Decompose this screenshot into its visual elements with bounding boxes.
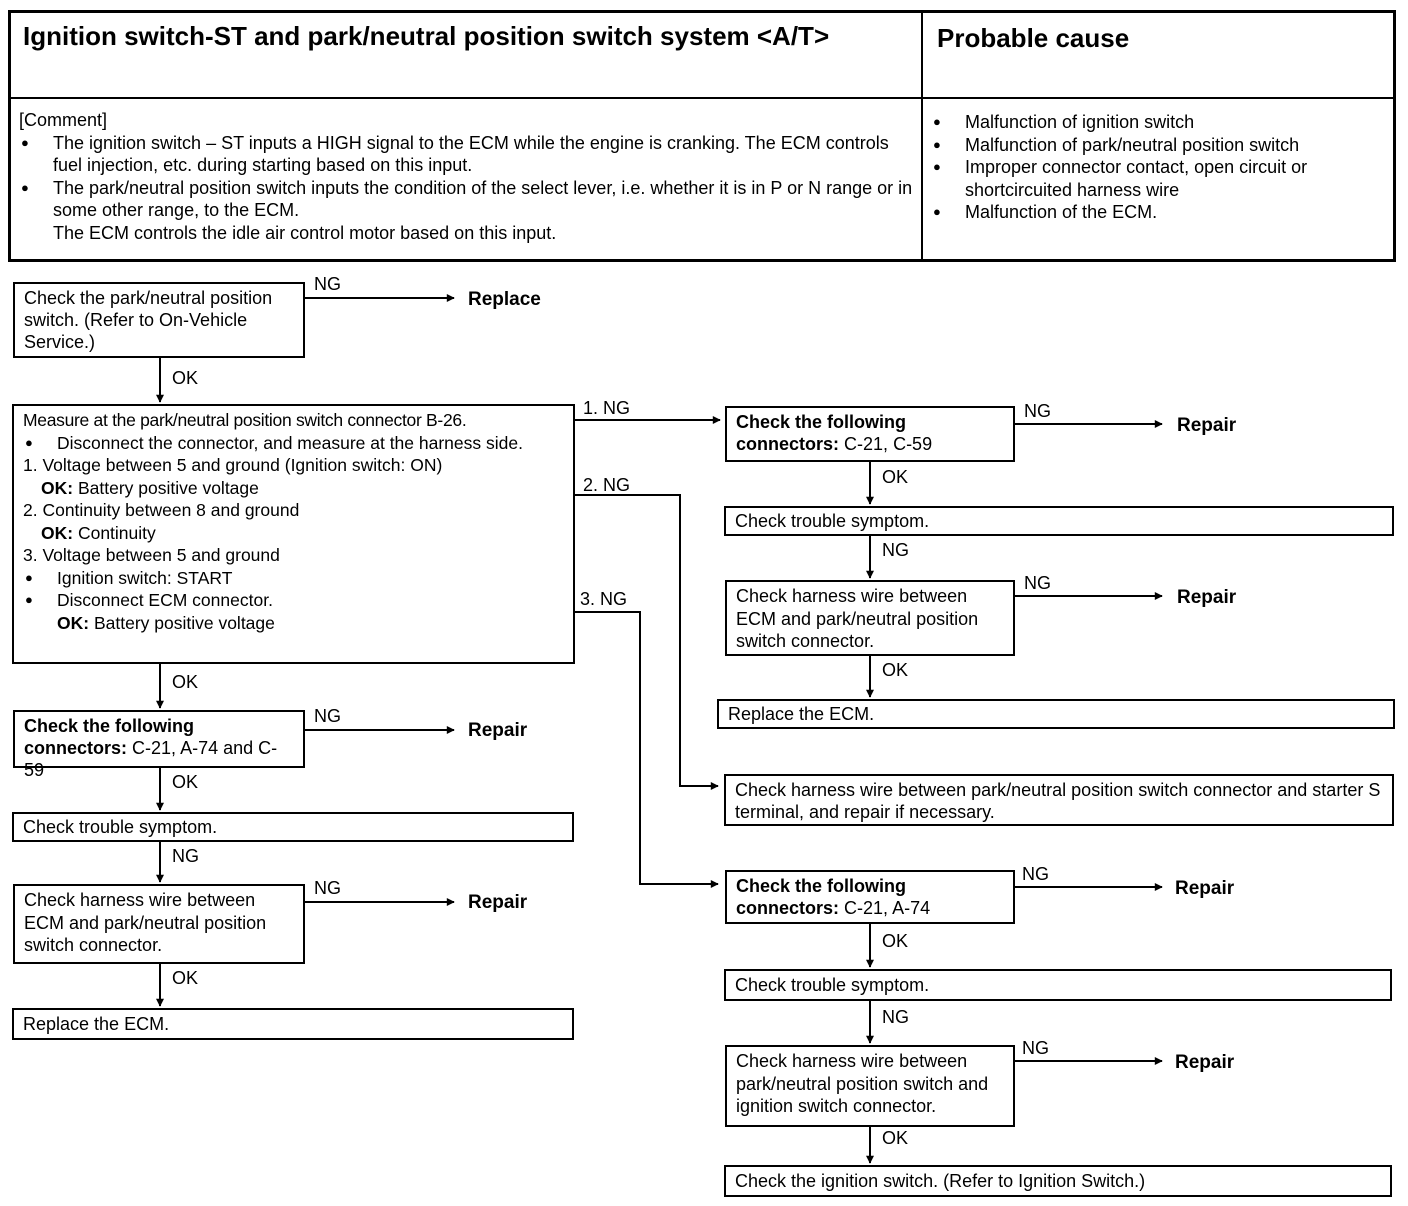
measure-bullets xyxy=(23,432,564,455)
measure-ok xyxy=(23,522,564,545)
repair-action: Repair xyxy=(468,892,528,913)
cause-item: ● Malfunction of park/neutral position switch xyxy=(931,134,1385,157)
ng-label: NG xyxy=(172,846,199,866)
measure-step: 2. Continuity between 8 and ground xyxy=(23,500,300,520)
ng-label: NG xyxy=(882,1007,909,1027)
ng-label: NG xyxy=(314,274,341,294)
check-pn-switch-box: Check the park/neutral position switch. (Refer to On-Vehicle Service.) xyxy=(13,282,305,358)
connectors-list: C-21, C-59 xyxy=(844,434,933,454)
comment-item: ● The ignition switch – ST inputs a HIGH signal to the ECM while the engine is cranking. The ECM controls fuel injection, etc. during starting based on this input. xyxy=(19,132,913,177)
comment-item: ● The park/neutral position switch inputs the condition of the select lever, i.e. whether it is in P or N range or in some other range, to the ECM. xyxy=(19,177,913,222)
r3-harness-box: Check harness wire between park/neutral position switch and ignition switch connector. xyxy=(725,1045,1015,1127)
r3-connectors-box xyxy=(725,870,1015,924)
ng-label: NG xyxy=(1024,573,1051,593)
measure-intro: Measure at the park/neutral position switch connector B-26. xyxy=(23,410,467,430)
r3-symptom-box: Check trouble symptom. xyxy=(724,969,1392,1001)
comment-label: [Comment] xyxy=(19,110,108,130)
repair-action: Repair xyxy=(1177,415,1237,436)
ng-label: NG xyxy=(1022,1038,1049,1058)
connectors-list: C-21, A-74 xyxy=(844,898,931,918)
ng-label: NG xyxy=(1024,401,1051,421)
measure-bullet: ● Disconnect ECM connector. xyxy=(23,589,564,612)
branch-3-ng-label: 3. NG xyxy=(580,589,628,609)
comment-item-continued: The ECM controls the idle air control motor based on this input. xyxy=(53,222,557,243)
ok-label-bold: OK: xyxy=(41,522,74,543)
r1-symptom-box: Check trouble symptom. xyxy=(724,506,1394,536)
ok-label: OK xyxy=(172,368,199,388)
measure-bullets xyxy=(23,567,564,612)
measure-step: 3. Voltage between 5 and ground xyxy=(23,545,280,565)
ng-label: NG xyxy=(314,706,341,726)
ok-value: Continuity xyxy=(77,522,156,543)
r1-connectors-box xyxy=(725,406,1015,462)
ok-label: OK xyxy=(172,968,199,988)
repair-action: Repair xyxy=(1177,587,1237,608)
repair-action: Repair xyxy=(1175,878,1235,899)
ok-label: OK xyxy=(882,660,909,680)
repair-action: Repair xyxy=(1175,1052,1235,1073)
ok-label: OK xyxy=(882,467,909,487)
ok-label: OK xyxy=(172,772,199,792)
ok-value: Battery positive voltage xyxy=(93,612,275,633)
cause-item: ● Malfunction of the ECM. xyxy=(931,201,1385,224)
left-harness-box: Check harness wire between ECM and park/neutral position switch connector. xyxy=(13,884,305,964)
measure-ok xyxy=(23,612,564,635)
r1-replace-ecm-box: Replace the ECM. xyxy=(717,699,1395,729)
measure-bullet: ● Disconnect the connector, and measure at the harness side. xyxy=(23,432,564,455)
branch-2-ng-label: 2. NG xyxy=(583,475,631,495)
left-symptom-box: Check trouble symptom. xyxy=(12,812,574,842)
ng3-arrow xyxy=(575,612,718,884)
measure-ok xyxy=(23,477,564,500)
ng-label: NG xyxy=(882,540,909,560)
r2-harness-box: Check harness wire between park/neutral position switch connector and starter S terminal, and repair if necessary. xyxy=(724,774,1394,826)
ok-label-bold: OK: xyxy=(57,612,90,633)
measure-step: 1. Voltage between 5 and ground (Ignition switch: ON) xyxy=(23,455,443,475)
connectors-list: C-21, A-74 and C-59 xyxy=(24,738,278,780)
ok-label: OK xyxy=(172,672,199,692)
measure-bullet: ● Ignition switch: START xyxy=(23,567,564,590)
left-replace-ecm-box: Replace the ECM. xyxy=(12,1008,574,1040)
page-title: Ignition switch-ST and park/neutral position switch system <A/T> xyxy=(23,21,830,51)
cause-item: ● Improper connector contact, open circuit or shortcircuited harness wire xyxy=(931,156,1385,201)
replace-action: Replace xyxy=(468,289,541,310)
branch-1-ng-label: 1. NG xyxy=(583,398,631,418)
r1-harness-box: Check harness wire between ECM and park/neutral position switch connector. xyxy=(725,580,1015,656)
connectors-title: Check the following connectors: xyxy=(736,412,907,454)
probable-cause-title: Probable cause xyxy=(937,23,1130,53)
cause-item: ● Malfunction of ignition switch xyxy=(931,111,1385,134)
left-connectors-box xyxy=(13,710,305,780)
ng2-arrow xyxy=(575,495,718,786)
ok-label: OK xyxy=(882,931,909,951)
ok-label-bold: OK: xyxy=(41,477,74,498)
ok-value: Battery positive voltage xyxy=(77,477,259,498)
ng-label: NG xyxy=(314,878,341,898)
r3-check-ignition-box: Check the ignition switch. (Refer to Ignition Switch.) xyxy=(724,1165,1392,1197)
connectors-title: Check the following connectors: xyxy=(24,716,195,758)
ok-label: OK xyxy=(882,1128,909,1148)
connectors-title: Check the following connectors: xyxy=(736,876,907,918)
measure-box xyxy=(12,404,575,664)
repair-action: Repair xyxy=(468,720,528,741)
ng-label: NG xyxy=(1022,864,1049,884)
